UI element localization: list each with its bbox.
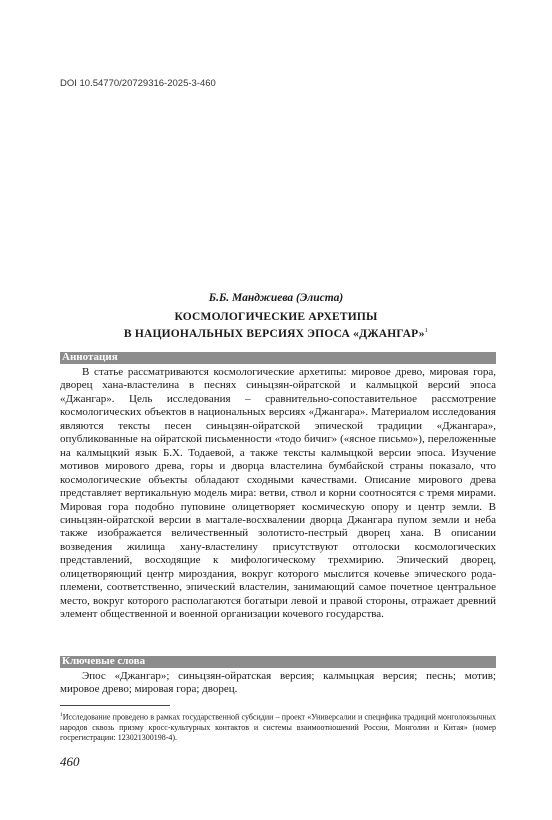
- abstract-heading-bar: [60, 352, 496, 364]
- title-footnote-mark: 1: [424, 327, 429, 334]
- footnote-divider: [60, 705, 170, 706]
- keywords-heading-bar: [60, 656, 496, 668]
- page-number: 460: [60, 754, 80, 769]
- author-line: Б.Б. Манджиева (Элиста): [208, 292, 344, 304]
- keywords-paragraph: Эпос «Джангар»; синьцзян-ойратская версия; калмыцкая версия; песнь; мотив; мировое древо; мировая гора; дворец.: [60, 670, 496, 696]
- keywords-body: [60, 670, 496, 697]
- article-title: [0, 311, 552, 341]
- abstract-body: [60, 366, 496, 622]
- abstract-heading: Аннотация: [62, 351, 118, 363]
- title-line-1: КОСМОЛОГИЧЕСКИЕ АРХЕТИПЫ: [174, 311, 378, 323]
- doi-label: DOI 10.54770/20729316-2025-3-460: [60, 78, 216, 89]
- keywords-heading: Ключевые слова: [62, 655, 146, 667]
- footnote-text: Исследование проведено в рамках государственной субсидии – проект «Универсалии и специфика традиций монголоязычных народов сквозь призму кросс-культурных контактов и системы взаимоотношений России, Монголии и Китая» (номер госрегистрации: 123021300198-4).: [60, 712, 496, 743]
- title-line-2: [0, 324, 552, 341]
- title-line-2-text: В НАЦИОНАЛЬНЫХ ВЕРСИЯХ ЭПОСА «ДЖАНГАР»: [123, 327, 425, 340]
- footnote-mark: 1: [60, 712, 63, 718]
- abstract-paragraph: В статье рассматриваются космологические архетипы: мировое древо, мировая гора, дворец хана-властелина в песнях синьцзян-ойратской и калмыцкой версий эпоса «Джангар». Цель исследования – сравнительно-сопоставительное рассмотрение космологических объектов в национальных версиях «Джангара». Материалом исследования являются тексты песен синьцзян-ойратской эпической традиции «Джангара», опубликованные на ойратской письменности «тодо бичиг» («ясное письмо»), переложенные на калмыцкий язык Б.Х. Тодаевой, а также тексты калмыцкой версии эпоса. Изучение мотивов мирового древа, горы и дворца властелина бумбайской страны показало, что космологические объекты обладают сходными качествами. Описание мирового древа представляет вертикальную модель мира: ветви, ствол и корни соотносятся с тремя мирами. Мировая гора подобно пуповине олицетворяет космическую опору и центр земли. В синьцзян-ойратской версии в магтале-восхвалении дворца Джангара пупом земли и неба также изображается величественный золотисто-пестрый дворец хана. В описании возведения жилища хану-властелину присутствуют отголоски космологических представлений, восходящие к мифологическому трехмирию. Эпический дворец, олицетворяющий центр мироздания, вокруг которого мыслится кочевье эпического рода-племени, соответственно, эпический властелин, занимающий самое почетное центральное место, вокруг которого располагаются богатыри левой и правой стороны, отражает древний элемент общественной и военной организации кочевого государства.: [60, 366, 496, 621]
- footnote: [60, 710, 496, 744]
